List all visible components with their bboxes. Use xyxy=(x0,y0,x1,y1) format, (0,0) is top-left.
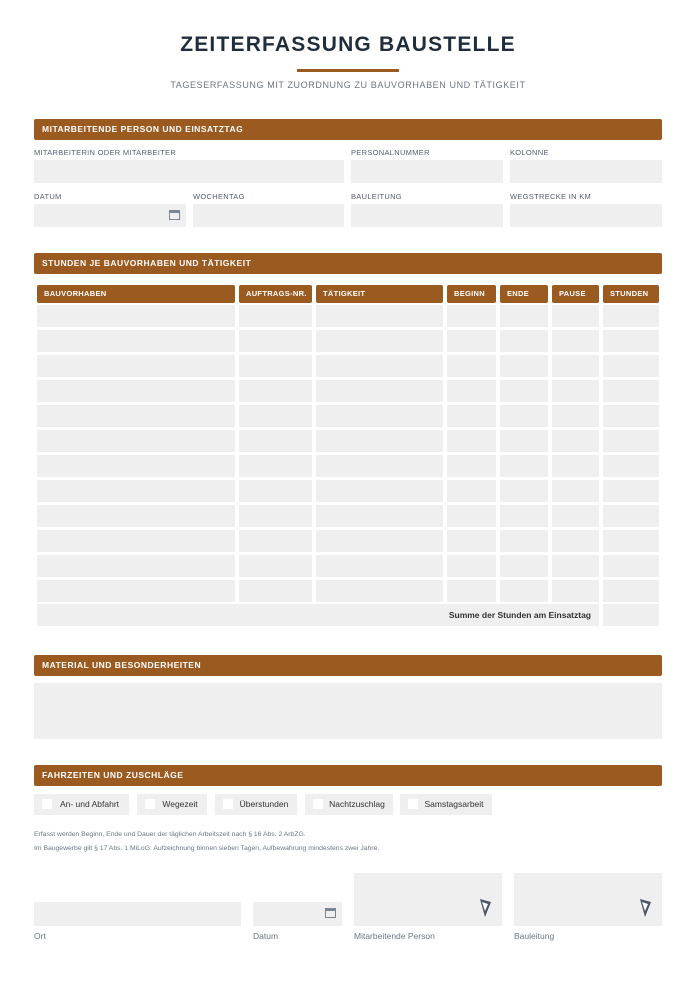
table-cell-ende[interactable] xyxy=(500,505,548,527)
table-cell-ende[interactable] xyxy=(500,580,548,602)
table-cell-auftragsnr[interactable] xyxy=(239,505,312,527)
table-cell-stunden[interactable] xyxy=(603,555,659,577)
material-textarea[interactable] xyxy=(34,683,662,739)
label-wochentag: WOCHENTAG xyxy=(193,192,245,201)
table-cell-taetigkeit[interactable] xyxy=(316,355,443,377)
column-header-beginn: BEGINN xyxy=(447,285,496,303)
label-sign-datum: Datum xyxy=(253,931,279,941)
table-cell-ende[interactable] xyxy=(500,305,548,327)
sum-row xyxy=(37,604,599,626)
calendar-icon[interactable] xyxy=(325,908,336,918)
table-cell-ende[interactable] xyxy=(500,430,548,452)
label-datum: DATUM xyxy=(34,192,62,201)
table-cell-auftragsnr[interactable] xyxy=(239,480,312,502)
checkbox-ueberstunden[interactable] xyxy=(215,794,297,815)
page-subtitle: TAGESERFASSUNG MIT ZUORDNUNG ZU BAUVORHABEN UND TÄTIGKEIT xyxy=(170,80,526,90)
table-cell-stunden[interactable] xyxy=(603,405,659,427)
table-cell-stunden[interactable] xyxy=(603,430,659,452)
table-cell-beginn[interactable] xyxy=(447,355,496,377)
column-header-stunden: STUNDEN xyxy=(603,285,659,303)
column-header-pause: PAUSE xyxy=(552,285,599,303)
table-cell-taetigkeit[interactable] xyxy=(316,305,443,327)
label-personalnummer: PERSONALNUMMER xyxy=(351,148,430,157)
signature-mitarbeitende-field[interactable] xyxy=(354,873,502,926)
table-cell-beginn[interactable] xyxy=(447,580,496,602)
checkbox-box[interactable] xyxy=(408,799,418,809)
section-header-fahrzeiten: FAHRZEITEN UND ZUSCHLÄGE xyxy=(34,765,662,786)
column-header-ende: ENDE xyxy=(500,285,548,303)
table-cell-bauvorhaben[interactable] xyxy=(37,405,235,427)
table-cell-auftragsnr[interactable] xyxy=(239,405,312,427)
title-divider xyxy=(297,69,399,72)
wochentag-field[interactable] xyxy=(193,204,344,227)
kolonne-field[interactable] xyxy=(510,160,662,183)
ort-field[interactable] xyxy=(34,902,241,926)
label-kolonne: KOLONNE xyxy=(510,148,549,157)
table-cell-bauvorhaben[interactable] xyxy=(37,330,235,352)
table-cell-taetigkeit[interactable] xyxy=(316,530,443,552)
table-cell-stunden[interactable] xyxy=(603,530,659,552)
section-header-person: MITARBEITENDE PERSON UND EINSATZTAG xyxy=(34,119,662,140)
checkbox-box[interactable] xyxy=(223,799,233,809)
legal-note-arbzg: Erfasst werden Beginn, Ende und Dauer der täglichen Arbeitszeit nach § 16 Abs. 2 ArbZG. xyxy=(34,831,306,838)
legal-note-milog: Im Baugewerbe gilt § 17 Abs. 1 MiLoG: Aufzeichnung binnen sieben Tagen, Aufbewahrung mindestens zwei Jahre. xyxy=(34,845,380,852)
table-cell-beginn[interactable] xyxy=(447,405,496,427)
table-cell-beginn[interactable] xyxy=(447,380,496,402)
table-cell-pause[interactable] xyxy=(552,580,599,602)
table-cell-ende[interactable] xyxy=(500,330,548,352)
table-cell-taetigkeit[interactable] xyxy=(316,555,443,577)
table-cell-auftragsnr[interactable] xyxy=(239,355,312,377)
sum-stunden-field[interactable] xyxy=(603,604,659,626)
table-cell-auftragsnr[interactable] xyxy=(239,305,312,327)
table-cell-ende[interactable] xyxy=(500,355,548,377)
checkbox-label: Nachtzuschlag xyxy=(329,799,385,809)
calendar-icon[interactable] xyxy=(169,210,180,220)
table-cell-ende[interactable] xyxy=(500,405,548,427)
page-title: ZEITERFASSUNG BAUSTELLE xyxy=(180,33,516,56)
table-cell-bauvorhaben[interactable] xyxy=(37,530,235,552)
label-ort: Ort xyxy=(34,931,46,941)
table-cell-taetigkeit[interactable] xyxy=(316,480,443,502)
table-cell-stunden[interactable] xyxy=(603,580,659,602)
label-mitarbeitende: Mitarbeitende Person xyxy=(354,931,435,941)
table-cell-taetigkeit[interactable] xyxy=(316,455,443,477)
section-header-material: MATERIAL UND BESONDERHEITEN xyxy=(34,655,662,676)
checkbox-box[interactable] xyxy=(313,799,323,809)
table-cell-pause[interactable] xyxy=(552,555,599,577)
mitarbeiter-field[interactable] xyxy=(34,160,344,183)
table-cell-beginn[interactable] xyxy=(447,330,496,352)
table-cell-auftragsnr[interactable] xyxy=(239,380,312,402)
datum-field[interactable] xyxy=(34,204,186,227)
table-cell-pause[interactable] xyxy=(552,330,599,352)
checkbox-box[interactable] xyxy=(42,799,52,809)
table-cell-bauvorhaben[interactable] xyxy=(37,505,235,527)
signature-pen-icon xyxy=(638,898,652,918)
table-cell-pause[interactable] xyxy=(552,480,599,502)
table-cell-ende[interactable] xyxy=(500,455,548,477)
table-cell-taetigkeit[interactable] xyxy=(316,330,443,352)
table-cell-stunden[interactable] xyxy=(603,305,659,327)
column-header-taetigkeit: TÄTIGKEIT xyxy=(316,285,443,303)
table-cell-beginn[interactable] xyxy=(447,555,496,577)
table-cell-taetigkeit[interactable] xyxy=(316,505,443,527)
section-header-stunden: STUNDEN JE BAUVORHABEN UND TÄTIGKEIT xyxy=(34,253,662,274)
table-cell-beginn[interactable] xyxy=(447,305,496,327)
table-cell-auftragsnr[interactable] xyxy=(239,580,312,602)
table-cell-bauvorhaben[interactable] xyxy=(37,480,235,502)
label-bauleitung: BAULEITUNG xyxy=(351,192,402,201)
table-cell-beginn[interactable] xyxy=(447,430,496,452)
table-cell-auftragsnr[interactable] xyxy=(239,530,312,552)
checkbox-label: An- und Abfahrt xyxy=(59,799,120,809)
table-cell-stunden[interactable] xyxy=(603,380,659,402)
checkbox-label: Wegezeit xyxy=(162,799,198,809)
table-cell-bauvorhaben[interactable] xyxy=(37,455,235,477)
table-cell-stunden[interactable] xyxy=(603,330,659,352)
table-cell-auftragsnr[interactable] xyxy=(239,455,312,477)
table-cell-auftragsnr[interactable] xyxy=(239,555,312,577)
table-cell-bauvorhaben[interactable] xyxy=(37,555,235,577)
table-cell-stunden[interactable] xyxy=(603,355,659,377)
table-cell-ende[interactable] xyxy=(500,480,548,502)
table-cell-taetigkeit[interactable] xyxy=(316,380,443,402)
sign-datum-field[interactable] xyxy=(253,902,342,926)
table-cell-ende[interactable] xyxy=(500,530,548,552)
personalnummer-field[interactable] xyxy=(351,160,503,183)
table-cell-taetigkeit[interactable] xyxy=(316,430,443,452)
checkbox-samstagsarbeit[interactable] xyxy=(400,794,492,815)
table-cell-bauvorhaben[interactable] xyxy=(37,305,235,327)
signature-bauleitung-field[interactable] xyxy=(514,873,662,926)
table-cell-beginn[interactable] xyxy=(447,505,496,527)
table-cell-beginn[interactable] xyxy=(447,530,496,552)
table-cell-beginn[interactable] xyxy=(447,455,496,477)
table-cell-taetigkeit[interactable] xyxy=(316,405,443,427)
table-cell-pause[interactable] xyxy=(552,530,599,552)
table-cell-bauvorhaben[interactable] xyxy=(37,355,235,377)
wegstrecke-field[interactable] xyxy=(510,204,662,227)
table-cell-pause[interactable] xyxy=(552,455,599,477)
column-header-bauvorhaben: BAUVORHABEN xyxy=(37,285,235,303)
label-bauleitung-sign: Bauleitung xyxy=(514,931,555,941)
label-mitarbeiter: MITARBEITERIN ODER MITARBEITER xyxy=(34,148,177,157)
table-cell-pause[interactable] xyxy=(552,355,599,377)
table-cell-pause[interactable] xyxy=(552,430,599,452)
checkbox-label: Überstunden xyxy=(239,799,289,809)
table-cell-ende[interactable] xyxy=(500,555,548,577)
checkbox-an-abfahrt[interactable] xyxy=(34,794,129,815)
table-cell-pause[interactable] xyxy=(552,305,599,327)
checkbox-box[interactable] xyxy=(145,799,155,809)
table-cell-auftragsnr[interactable] xyxy=(239,330,312,352)
table-cell-taetigkeit[interactable] xyxy=(316,580,443,602)
bauleitung-field[interactable] xyxy=(351,204,503,227)
checkbox-wegezeit[interactable] xyxy=(137,794,207,815)
table-cell-stunden[interactable] xyxy=(603,455,659,477)
table-cell-beginn[interactable] xyxy=(447,480,496,502)
table-cell-pause[interactable] xyxy=(552,505,599,527)
table-cell-auftragsnr[interactable] xyxy=(239,430,312,452)
table-cell-bauvorhaben[interactable] xyxy=(37,380,235,402)
checkbox-nachtzuschlag[interactable] xyxy=(305,794,393,815)
column-header-auftragsnr: AUFTRAGS-NR. xyxy=(239,285,312,303)
table-cell-stunden[interactable] xyxy=(603,480,659,502)
table-cell-bauvorhaben[interactable] xyxy=(37,430,235,452)
table-cell-pause[interactable] xyxy=(552,380,599,402)
table-cell-bauvorhaben[interactable] xyxy=(37,580,235,602)
table-cell-ende[interactable] xyxy=(500,380,548,402)
table-cell-stunden[interactable] xyxy=(603,505,659,527)
table-cell-pause[interactable] xyxy=(552,405,599,427)
label-wegstrecke: WEGSTRECKE IN KM xyxy=(510,192,592,201)
checkbox-label: Samstagsarbeit xyxy=(424,799,484,809)
sum-label: Summe der Stunden am Einsatztag xyxy=(448,610,591,620)
signature-pen-icon xyxy=(478,898,492,918)
